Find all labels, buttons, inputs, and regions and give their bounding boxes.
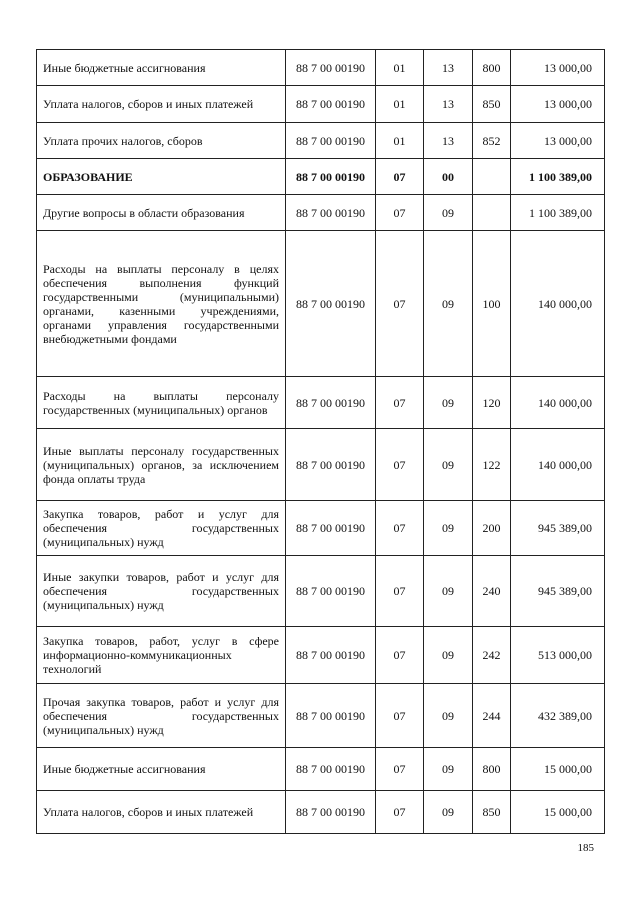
expense-name-cell: Уплата прочих налогов, сборов (37, 123, 286, 159)
amount-cell: 945 389,00 (511, 501, 605, 556)
amount-cell: 432 389,00 (511, 684, 605, 748)
subsection-cell: 09 (424, 377, 473, 429)
amount-cell: 513 000,00 (511, 627, 605, 684)
expense-name-cell: Закупка товаров, работ и услуг для обеспечения государственных (муниципальных) нужд (37, 501, 286, 556)
section-cell: 07 (376, 195, 424, 231)
subsection-cell: 09 (424, 429, 473, 501)
table-row (37, 429, 605, 501)
target-article-cell: 88 7 00 00190 (286, 429, 376, 501)
subsection-cell: 00 (424, 159, 473, 195)
expense-type-cell: 852 (473, 123, 511, 159)
target-article-cell: 88 7 00 00190 (286, 791, 376, 834)
section-cell: 07 (376, 556, 424, 627)
expense-name-cell: Расходы на выплаты персоналу в целях обеспечения выполнения функций государственными (муниципальными) органами, казенными учреждениями, органами управления государственными внебюджетными фондами (37, 231, 286, 377)
amount-cell: 13 000,00 (511, 86, 605, 123)
section-cell: 07 (376, 748, 424, 791)
table-row (37, 50, 605, 86)
target-article-cell: 88 7 00 00190 (286, 377, 376, 429)
subsection-cell: 13 (424, 86, 473, 123)
subsection-cell: 09 (424, 556, 473, 627)
target-article-cell: 88 7 00 00190 (286, 195, 376, 231)
amount-cell: 140 000,00 (511, 429, 605, 501)
section-cell: 01 (376, 123, 424, 159)
target-article-cell: 88 7 00 00190 (286, 86, 376, 123)
section-cell: 07 (376, 231, 424, 377)
subsection-cell: 09 (424, 195, 473, 231)
target-article-cell: 88 7 00 00190 (286, 159, 376, 195)
target-article-cell: 88 7 00 00190 (286, 627, 376, 684)
expense-name-cell: Иные выплаты персоналу государственных (муниципальных) органов, за исключением фонда оплаты труда (37, 429, 286, 501)
expense-type-cell: 200 (473, 501, 511, 556)
section-cell: 01 (376, 86, 424, 123)
target-article-cell: 88 7 00 00190 (286, 501, 376, 556)
amount-cell: 15 000,00 (511, 791, 605, 834)
subsection-cell: 09 (424, 627, 473, 684)
section-cell: 07 (376, 501, 424, 556)
table-row (37, 123, 605, 159)
subsection-cell: 13 (424, 50, 473, 86)
subsection-cell: 09 (424, 684, 473, 748)
table-row (37, 684, 605, 748)
expense-name-cell: Иные закупки товаров, работ и услуг для обеспечения государственных (муниципальных) нужд (37, 556, 286, 627)
table-row (37, 627, 605, 684)
expense-type-cell: 100 (473, 231, 511, 377)
expense-type-cell: 850 (473, 791, 511, 834)
table-row (37, 231, 605, 377)
expense-name-cell: Другие вопросы в области образования (37, 195, 286, 231)
section-cell: 07 (376, 627, 424, 684)
amount-cell: 13 000,00 (511, 50, 605, 86)
amount-cell: 1 100 389,00 (511, 195, 605, 231)
table-row (37, 791, 605, 834)
table-row (37, 195, 605, 231)
table-row (37, 556, 605, 627)
amount-cell: 140 000,00 (511, 377, 605, 429)
expense-name-cell: ОБРАЗОВАНИЕ (37, 159, 286, 195)
subsection-cell: 09 (424, 791, 473, 834)
expense-name-cell: Иные бюджетные ассигнования (37, 748, 286, 791)
target-article-cell: 88 7 00 00190 (286, 684, 376, 748)
subsection-cell: 13 (424, 123, 473, 159)
expense-type-cell: 240 (473, 556, 511, 627)
section-cell: 07 (376, 159, 424, 195)
expense-name-cell: Закупка товаров, работ, услуг в сфере информационно-коммуникационных технологий (37, 627, 286, 684)
expense-type-cell: 800 (473, 748, 511, 791)
budget-table (36, 49, 605, 834)
target-article-cell: 88 7 00 00190 (286, 231, 376, 377)
table-row (37, 501, 605, 556)
table-row (37, 86, 605, 123)
expense-type-cell: 800 (473, 50, 511, 86)
subsection-cell: 09 (424, 748, 473, 791)
expense-type-cell (473, 159, 511, 195)
amount-cell: 945 389,00 (511, 556, 605, 627)
expense-type-cell: 122 (473, 429, 511, 501)
target-article-cell: 88 7 00 00190 (286, 556, 376, 627)
expense-name-cell: Прочая закупка товаров, работ и услуг для обеспечения государственных (муниципальных) нужд (37, 684, 286, 748)
target-article-cell: 88 7 00 00190 (286, 50, 376, 86)
expense-type-cell: 850 (473, 86, 511, 123)
amount-cell: 13 000,00 (511, 123, 605, 159)
expense-name-cell: Уплата налогов, сборов и иных платежей (37, 86, 286, 123)
table-row (37, 159, 605, 195)
target-article-cell: 88 7 00 00190 (286, 748, 376, 791)
subsection-cell: 09 (424, 501, 473, 556)
amount-cell: 15 000,00 (511, 748, 605, 791)
table-row (37, 748, 605, 791)
expense-name-cell: Уплата налогов, сборов и иных платежей (37, 791, 286, 834)
expense-type-cell: 244 (473, 684, 511, 748)
amount-cell: 140 000,00 (511, 231, 605, 377)
section-cell: 01 (376, 50, 424, 86)
budget-table-body (37, 50, 605, 834)
section-cell: 07 (376, 429, 424, 501)
section-cell: 07 (376, 684, 424, 748)
table-row (37, 377, 605, 429)
section-cell: 07 (376, 377, 424, 429)
expense-type-cell: 120 (473, 377, 511, 429)
amount-cell: 1 100 389,00 (511, 159, 605, 195)
target-article-cell: 88 7 00 00190 (286, 123, 376, 159)
page-number: 185 (577, 842, 594, 854)
expense-name-cell: Иные бюджетные ассигнования (37, 50, 286, 86)
expense-type-cell: 242 (473, 627, 511, 684)
subsection-cell: 09 (424, 231, 473, 377)
section-cell: 07 (376, 791, 424, 834)
expense-type-cell (473, 195, 511, 231)
expense-name-cell: Расходы на выплаты персоналу государственных (муниципальных) органов (37, 377, 286, 429)
